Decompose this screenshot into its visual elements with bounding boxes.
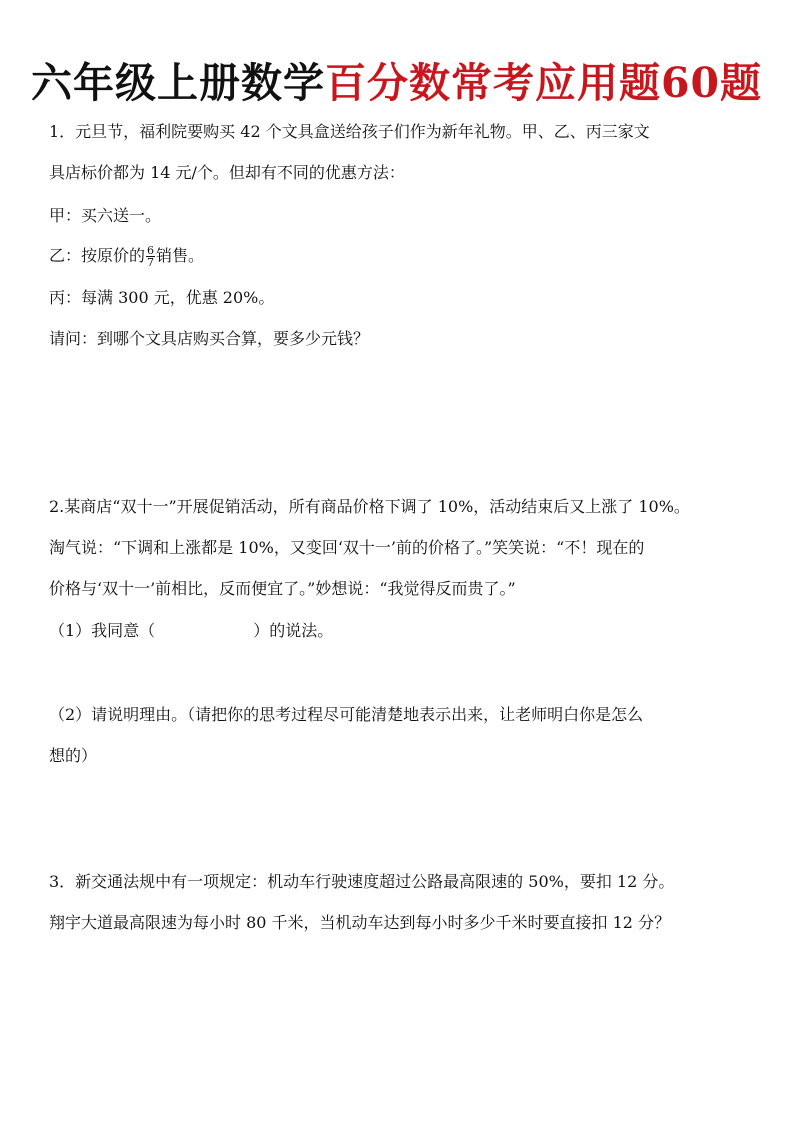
q2-sub1-suffix: ）的说法。 [253,621,334,640]
q1-line1: 1．元旦节，福利院要购买 42 个文具盒送给孩子们作为新年礼物。甲、乙、丙三家文 [49,122,650,141]
q2-sub1-prefix: （1）我同意（ [49,621,156,640]
q1-option-b [49,245,204,268]
fraction-denominator: 7 [147,256,155,269]
q1-option-a: 甲：买六送一。 [49,206,162,225]
title-topic: 百分数常考应用题60题 [324,59,763,107]
q2-line3: 价格与‘双十一’前相比，反而便宜了。”妙想说：“我觉得反而贵了。” [49,579,516,598]
q1-line2: 具店标价都为 14 元/个。但却有不同的优惠方法： [49,163,405,182]
q3-line1: 3．新交通法规中有一项规定：机动车行驶速度超过公路最高限速的 50%，要扣 12 分。 [49,872,675,891]
fraction [146,245,155,268]
q1-option-b-prefix: 乙：按原价的 [49,246,146,265]
q1-option-b-suffix: 销售。 [156,246,205,265]
fraction-numerator: 6 [147,244,155,257]
page-title [0,50,793,109]
q2-line2: 淘气说：“下调和上涨都是 10%，又变回‘双十一’前的价格了。”笑笑说：“不！现在的 [49,538,645,557]
q2-sub2-line2: 想的） [49,746,98,765]
q1-question: 请问：到哪个文具店购买合算，要多少元钱？ [49,329,370,348]
q1-option-c: 丙：每满 300 元，优惠 20%。 [49,288,275,307]
title-grade: 六年级上册数学 [30,59,325,107]
q2-line1: 2.某商店“双十一”开展促销活动，所有商品价格下调了 10%，活动结束后又上涨了 10%。 [49,497,690,516]
q2-sub2-line1: （2）请说明理由。（请把你的思考过程尽可能清楚地表示出来，让老师明白你是怎么 [49,705,644,724]
q2-sub1 [49,620,333,642]
q3-line2: 翔宇大道最高限速为每小时 80 千米，当机动车达到每小时多少千米时要直接扣 12 分？ [49,913,671,932]
